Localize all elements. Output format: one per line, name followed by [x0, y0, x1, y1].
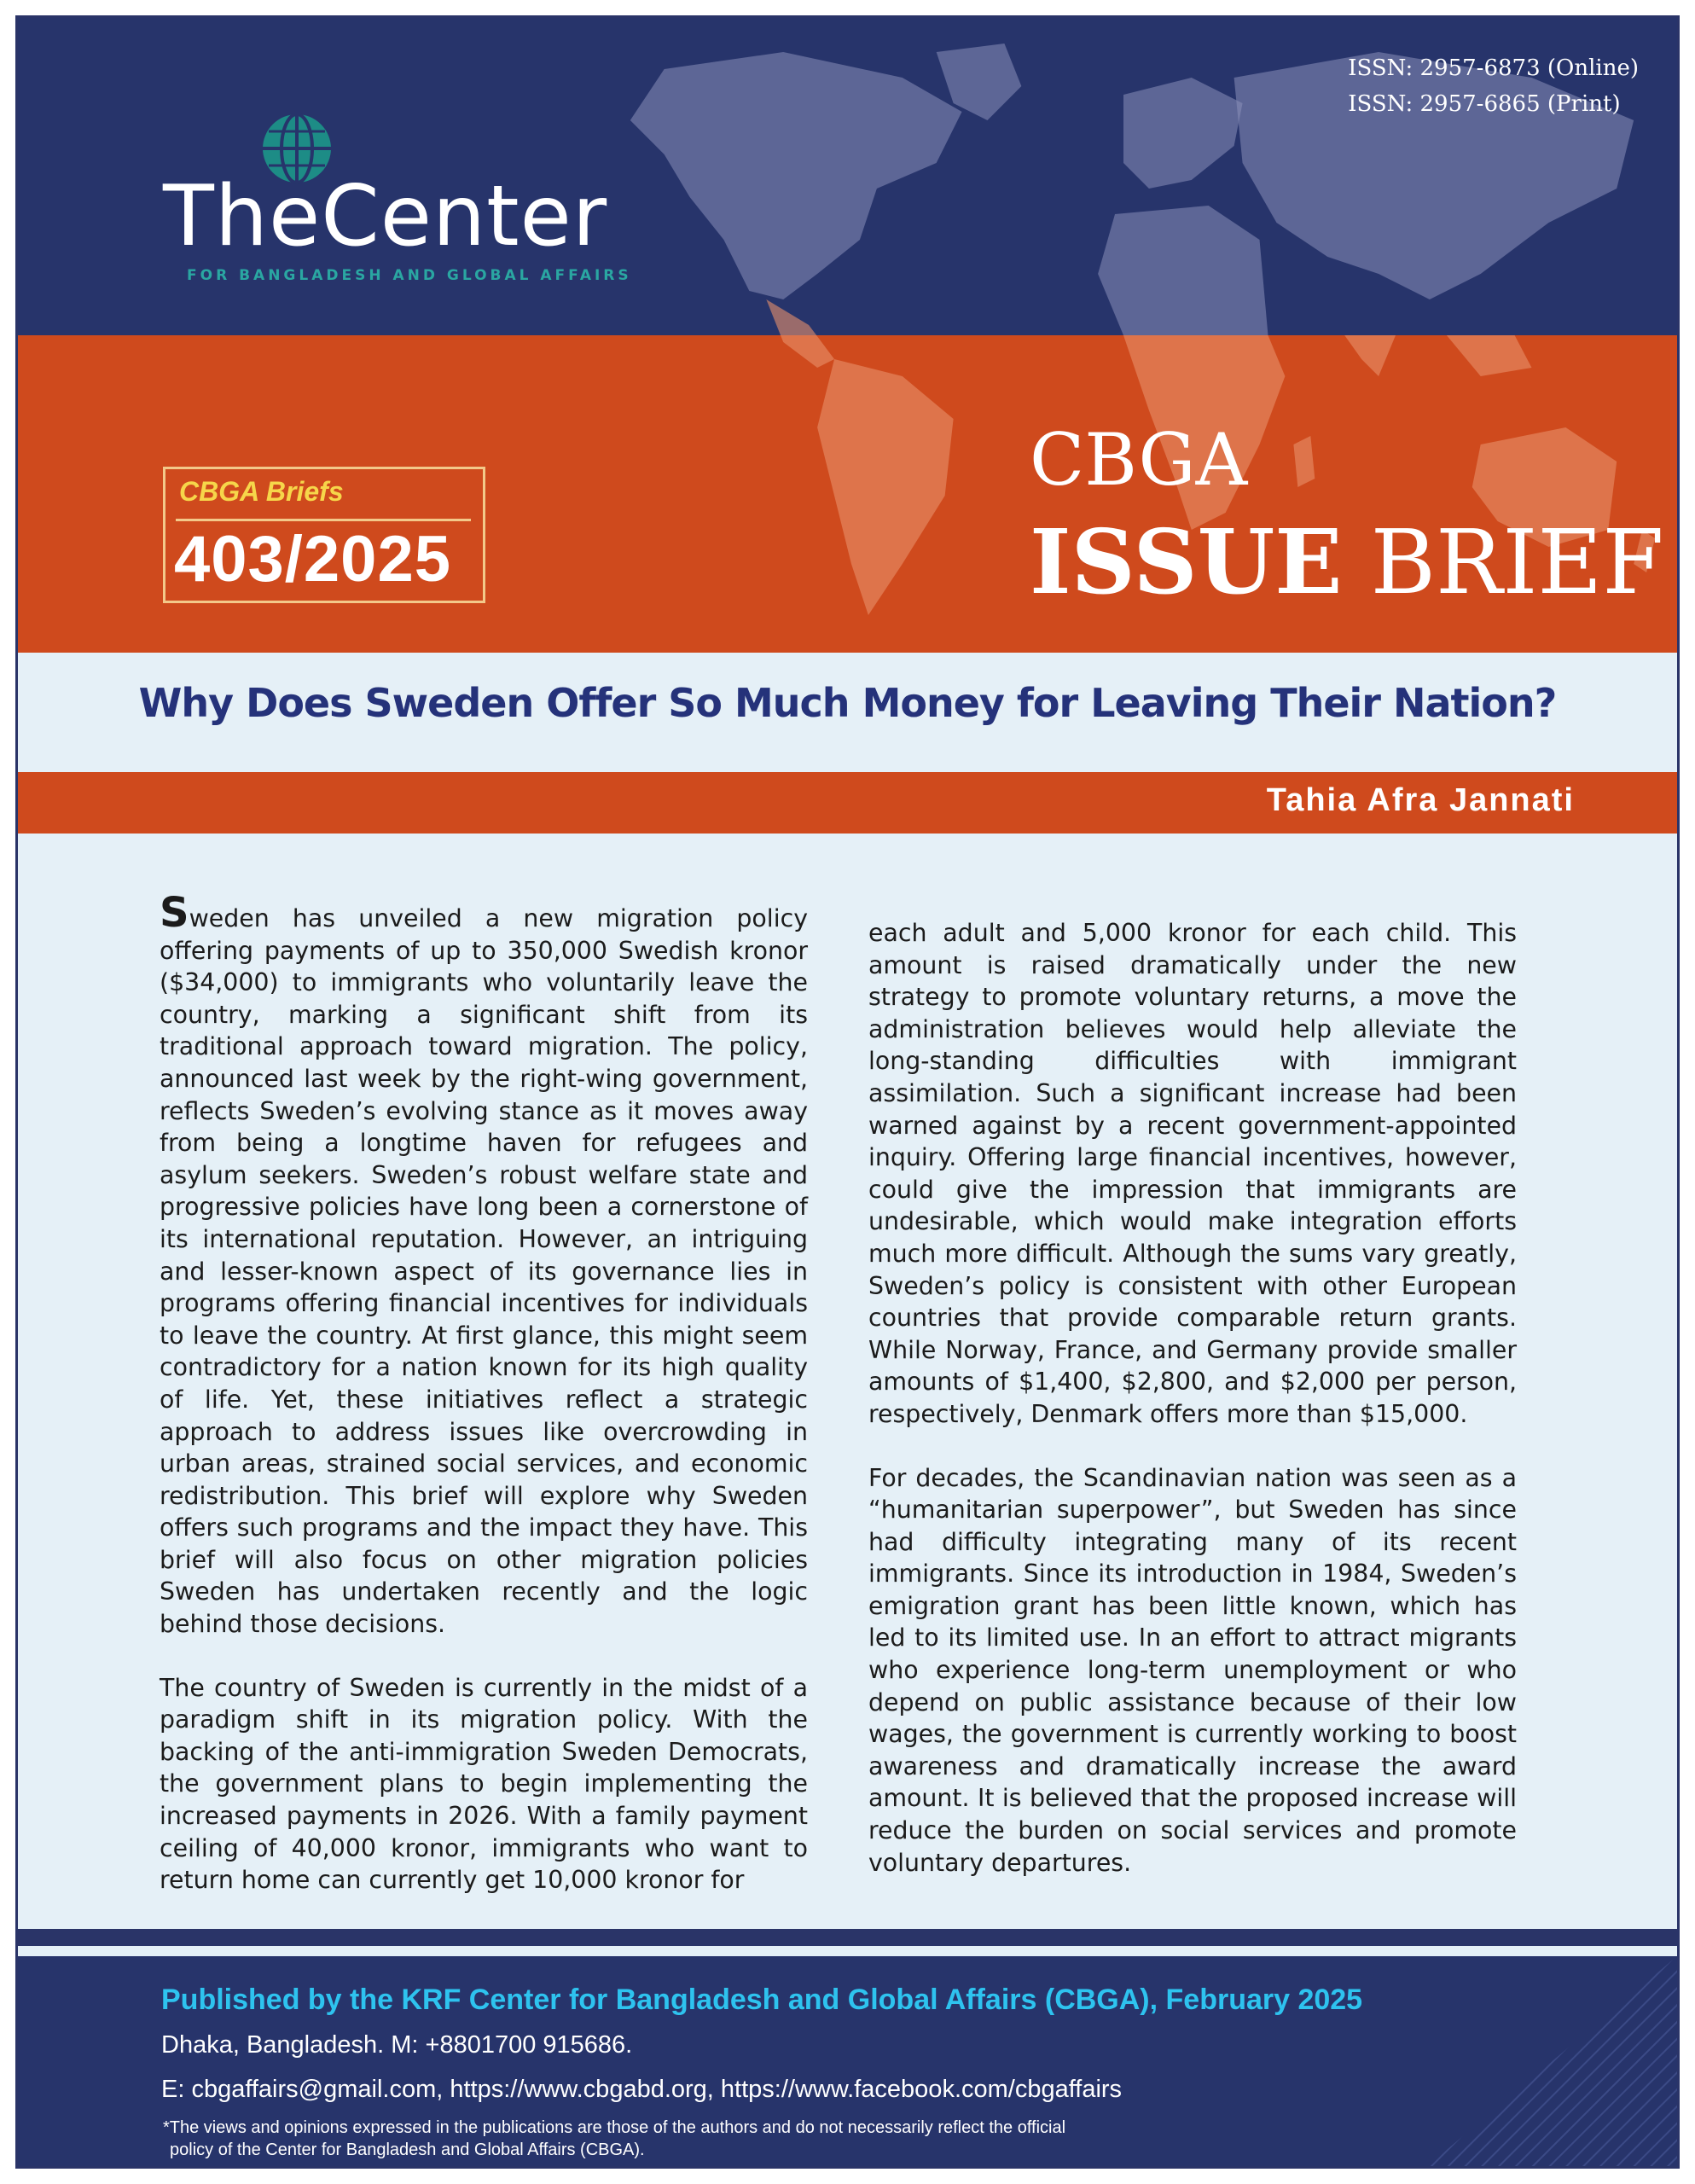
logo-tagline: FOR BANGLADESH AND GLOBAL AFFAIRS: [187, 267, 632, 284]
masthead-issue-brief: [1030, 511, 1664, 613]
issn-online: ISSN: 2957-6873 (Online): [1348, 55, 1639, 81]
paragraph: The country of Sweden is currently in the midst of a paradigm shift in its migration policy. With the backing of the anti-immigration Sweden Democrats, the government plans to begin implementing the increased payments in 2026. With a family payment ceiling of 40,000 kronor, immigrants who want to return home can currently get 10,000 kronor for: [160, 1673, 808, 1895]
hatch-pattern: [1370, 1956, 1677, 2169]
paragraph: For decades, the Scandinavian nation was seen as a “humanitarian superpower”, but Sweden has since had difficulty integrating many of its recent immigrants. Since its introduction in 1984, Sweden’s emigration grant has been little known, which has led to its limited use. In an effort to attract migrants who experience long-term unemployment or who depend on public assistance because of their low wages, the government is currently working to boost awareness and dramatically increase the award amount. It is believed that the proposed increase will reduce the burden on social services and promote voluntary departures.: [868, 1463, 1517, 1877]
issn-block: [1348, 50, 1639, 122]
right-column: [868, 917, 1517, 1910]
footer-divider: [18, 1929, 1677, 1946]
article-body: [18, 834, 1677, 1929]
left-column: [160, 889, 808, 1928]
author-band: [18, 772, 1677, 834]
masthead-cbga: CBGA: [1030, 418, 1248, 502]
disclaimer: [163, 2117, 1238, 2161]
article-title: Why Does Sweden Offer So Much Money for Leaving Their Nation?: [138, 680, 1557, 726]
badge-label: CBGA Briefs: [179, 476, 344, 507]
badge-number: 403/2025: [174, 523, 451, 595]
masthead-issue: ISSUE: [1030, 509, 1343, 614]
footer: [18, 1956, 1677, 2169]
article-author: Tahia Afra Jannati: [1266, 782, 1575, 818]
logo-wordmark: TheCenter: [163, 168, 608, 265]
address-line: Dhaka, Bangladesh. M: +8801700 915686.: [161, 2031, 633, 2059]
disclaimer-line-2: policy of the Center for Bangladesh and Global Affairs (CBGA).: [170, 2140, 645, 2159]
issn-print: ISSN: 2957-6865 (Print): [1348, 91, 1621, 117]
page-frame: [15, 15, 1680, 2169]
paragraph: [160, 889, 808, 1641]
publisher-line: Published by the KRF Center for Bangladesh and Global Affairs (CBGA), February 2025: [161, 1984, 1363, 2016]
title-band: [18, 653, 1677, 772]
footer-spacer: [18, 1946, 1677, 1956]
paragraph: each adult and 5,000 kronor for each child. This amount is raised dramatically under the new strategy to promote voluntary returns, a move the administration believes would help alleviate the long-standing difficulties with immigrant assimilation. Such a significant increase had been warned against by a recent government-appointed inquiry. Offering large financial incentives, however, could give the impression that immigrants are undesirable, which would make integration efforts much more difficult. Although the sums vary greatly, Sweden’s policy is consistent with other European countries that provide comparable return grants. While Norway, France, and Germany provide smaller amounts of $1,400, $2,800, and $2,000 per person, respectively, Denmark offers more than $15,000.: [868, 919, 1517, 1428]
disclaimer-line-1: *The views and opinions expressed in the publications are those of the authors and do not necessarily reflect the official: [163, 2118, 1066, 2137]
paragraph-text: weden has unveiled a new migration policy offering payments of up to 350,000 Swedish kronor ($34,000) to immigrants who voluntarily leave the country, marking a significant shift from its traditional approach toward migration. The policy, announced last week by the right-wing government, reflects Sweden’s evolving stance as it moves away from being a longtime haven for refugees and asylum seekers. Sweden’s robust welfare state and progressive policies have long been a cornerstone of its international reputation. However, an intriguing and lesser-known aspect of its governance lies in programs offering financial incentives for individuals to leave the country. At first glance, this might seem contradictory for a nation known for its high quality of life. Yet, these initiatives reflect a strategic approach to address issues like overcrowding in urban areas, strained social services, and economic redistribution. This brief will explore why Sweden offers such programs and the impact they have. This brief will also focus on other migration policies Sweden has undertaken recently and the logic behind those decisions.: [160, 904, 808, 1639]
contact-line: E: cbgaffairs@gmail.com, https://www.cbgabd.org, https://www.facebook.com/cbgaffairs: [161, 2076, 1123, 2103]
masthead-brief: BRIEF: [1370, 510, 1664, 614]
drop-cap: S: [160, 889, 189, 937]
brief-number-badge: [163, 467, 485, 603]
badge-divider: [176, 519, 471, 521]
